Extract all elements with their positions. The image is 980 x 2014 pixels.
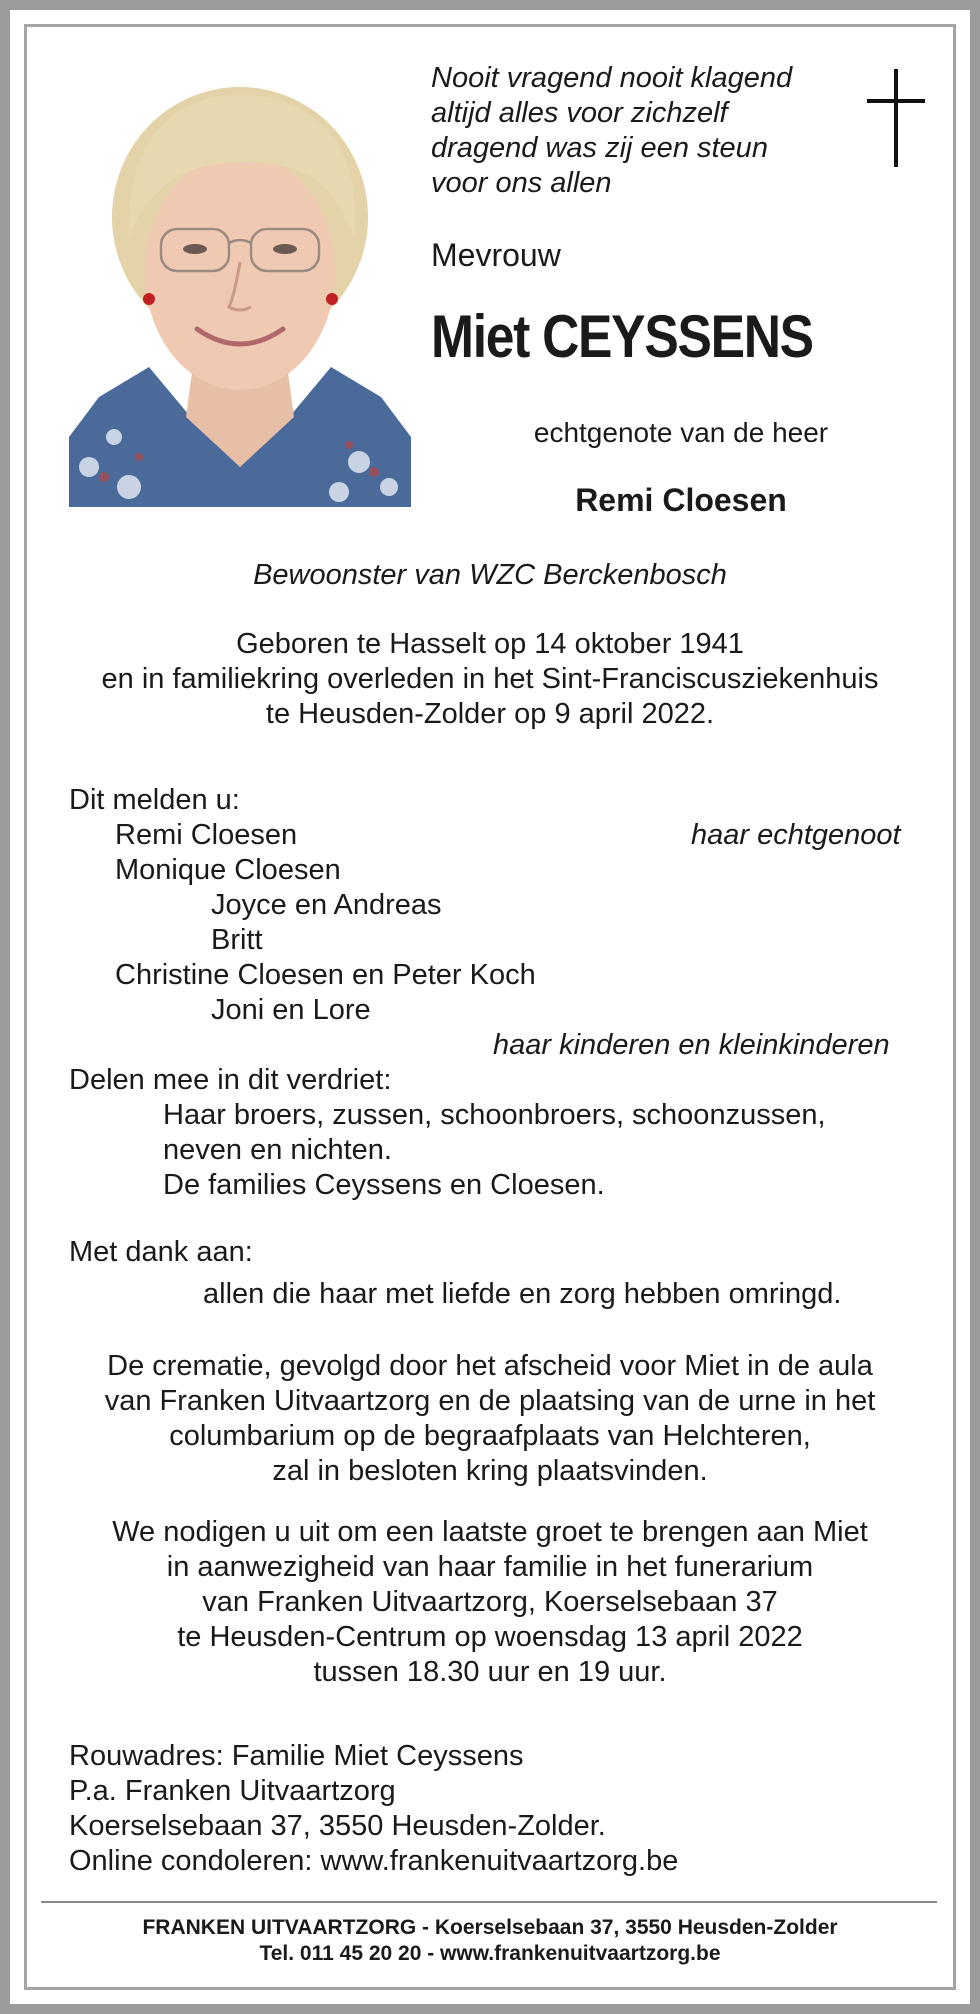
birth-death-info	[27, 627, 953, 732]
poem-line: voor ons allen	[431, 167, 612, 199]
announce-name: Joyce en Andreas	[211, 889, 442, 921]
cremation-line: De crematie, gevolgd door het afscheid voor Miet in de aula	[107, 1350, 873, 1382]
footer-divider	[41, 1901, 937, 1903]
invitation-line: in aanwezigheid van haar familie in het funerarium	[166, 1551, 814, 1583]
cremation-line: van Franken Uitvaartzorg en de plaatsing van de urne in het	[104, 1385, 876, 1417]
announce-name: Britt	[211, 924, 263, 956]
invitation-line: te Heusden-Centrum op woensdag 13 april 2022	[177, 1621, 803, 1653]
cross-icon	[867, 69, 927, 169]
page-frame	[10, 10, 970, 2004]
poem-line: altijd alles voor zichzelf	[431, 97, 728, 129]
birth-death-line: te Heusden-Zolder op 9 april 2022.	[265, 698, 715, 730]
address-line: Rouwadres: Familie Miet Ceyssens	[69, 1740, 524, 1772]
spouse-name: Remi Cloesen	[575, 482, 787, 518]
role-children: haar kinderen en kleinkinderen	[493, 1029, 890, 1061]
invitation-line: We nodigen u uit om een laatste groet te brengen aan Miet	[112, 1516, 868, 1548]
cremation-line: columbarium op de begraafplaats van Helchteren,	[169, 1420, 811, 1452]
share-heading: Delen mee in dit verdriet:	[69, 1064, 392, 1096]
portrait-image	[69, 67, 411, 507]
share-line: Haar broers, zussen, schoonbroers, schoonzussen,	[163, 1099, 826, 1131]
thanks-heading: Met dank aan:	[69, 1236, 253, 1268]
role-spouse: haar echtgenoot	[691, 819, 901, 851]
announce-name: Monique Cloesen	[115, 854, 341, 886]
address-line: Online condoleren: www.frankenuitvaartzorg.be	[69, 1845, 679, 1877]
portrait-photo	[69, 67, 411, 507]
announce-name: Joni en Lore	[211, 994, 371, 1026]
footer	[27, 1915, 953, 1967]
resident-line: Bewoonster van WZC Berckenbosch	[253, 559, 727, 591]
deceased-name: Miet CEYSSENS	[431, 303, 813, 370]
relation-text: echtgenote van de heer	[533, 417, 829, 448]
thanks-line: allen die haar met liefde en zorg hebben omringd.	[203, 1278, 842, 1310]
announce-heading: Dit melden u:	[69, 784, 240, 816]
share-line: neven en nichten.	[163, 1134, 392, 1166]
poem-line: Nooit vragend nooit klagend	[431, 62, 793, 94]
address-line: Koerselsebaan 37, 3550 Heusden-Zolder.	[69, 1810, 606, 1842]
footer-line: Tel. 011 45 20 20 - www.frankenuitvaartzorg.be	[259, 1942, 721, 1965]
obituary-card	[24, 24, 956, 1990]
invitation-line: van Franken Uitvaartzorg, Koerselsebaan 37	[202, 1586, 778, 1618]
cremation-info	[27, 1349, 953, 1489]
address-line: P.a. Franken Uitvaartzorg	[69, 1775, 396, 1807]
salutation: Mevrouw	[431, 237, 561, 273]
announce-name: Christine Cloesen en Peter Koch	[115, 959, 536, 991]
poem-line: dragend was zij een steun	[431, 132, 768, 164]
birth-death-line: Geboren te Hasselt op 14 oktober 1941	[236, 628, 744, 660]
poem	[431, 61, 851, 201]
invitation-line: tussen 18.30 uur en 19 uur.	[313, 1656, 667, 1688]
invitation-info	[27, 1515, 953, 1690]
share-line: De families Ceyssens en Cloesen.	[163, 1169, 605, 1201]
mourning-address	[69, 1739, 678, 1879]
cremation-line: zal in besloten kring plaatsvinden.	[272, 1455, 708, 1487]
birth-death-line: en in familiekring overleden in het Sint-Franciscusziekenhuis	[101, 663, 879, 695]
footer-line: FRANKEN UITVAARTZORG - Koerselsebaan 37, 3550 Heusden-Zolder	[142, 1916, 838, 1939]
announce-name: Remi Cloesen	[115, 819, 298, 851]
